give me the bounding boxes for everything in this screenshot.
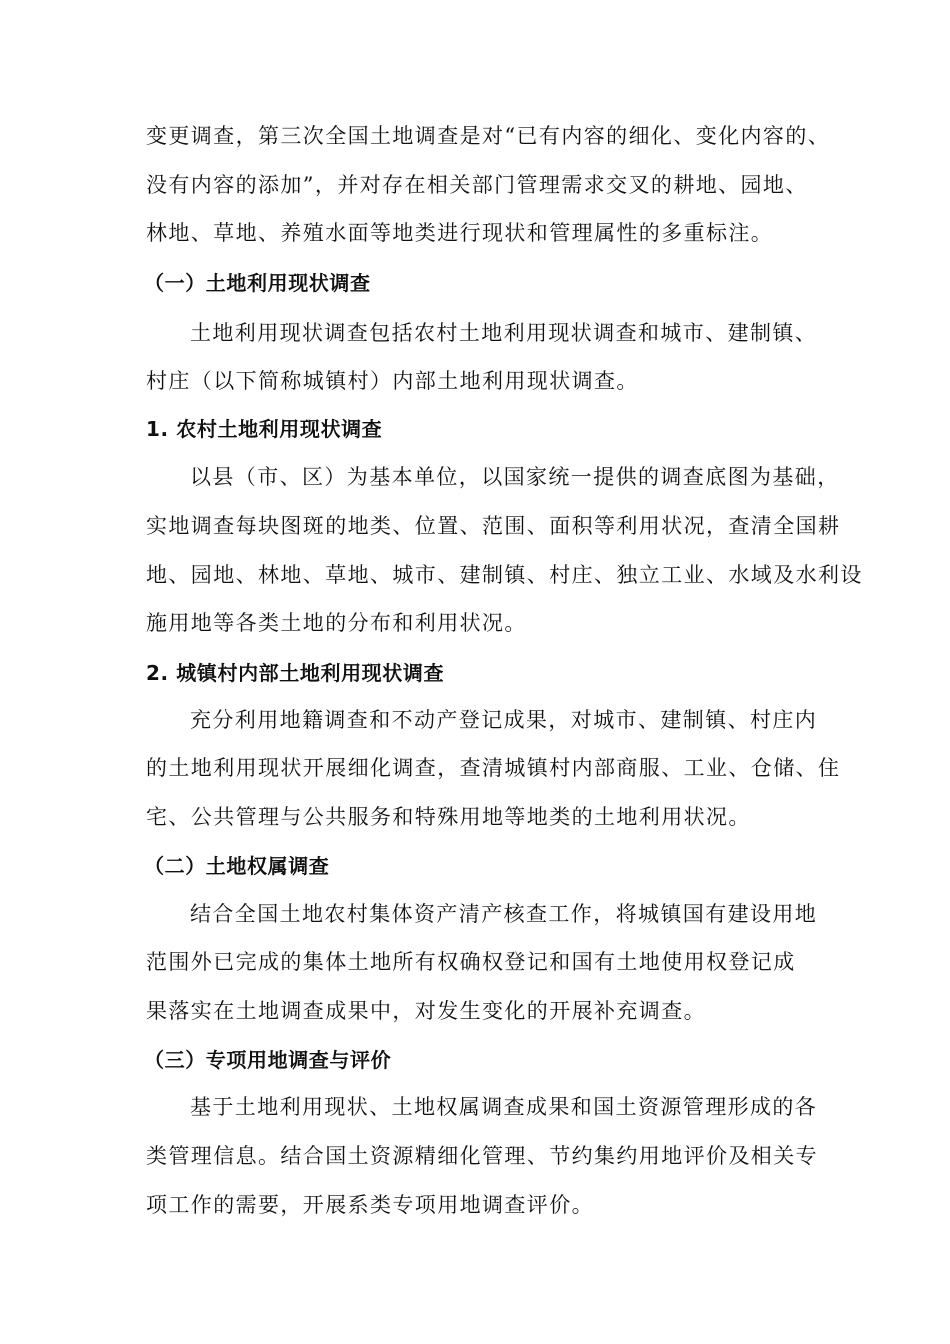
section-2-paragraph-line-2: 范围外已完成的集体土地所有权确权登记和国有土地使用权登记成 [146,950,796,974]
subsection-1-paragraph-line-3: 地、园地、林地、草地、城市、建制镇、村庄、独立工业、水域及水利设 [146,563,863,587]
section-3-paragraph-line-1: 基于土地利用现状、土地权属调查成果和国土资源管理形成的各 [190,1095,818,1119]
subsection-1-paragraph-line-4: 施用地等各类土地的分布和利用状况。 [146,611,527,635]
section-3-paragraph-line-3: 项工作的需要，开展系类专项用地调查评价。 [146,1193,594,1217]
section-3-paragraph-line-2: 类管理信息。结合国土资源精细化管理、节约集约用地评价及相关专 [146,1144,818,1168]
section-2-heading: （二）土地权属调查 [144,854,330,878]
section-1-paragraph-line-2: 村庄（以下简称城镇村）内部土地利用现状调查。 [146,369,639,393]
subsection-1-heading: 1. 农村土地利用现状调查 [146,417,383,441]
subsection-1-paragraph-line-2: 实地调查每块图斑的地类、位置、范围、面积等利用状况，查清全国耕 [146,514,841,538]
intro-line-2: 没有内容的添加”，并对存在相关部门管理需求交叉的耕地、园地、 [146,173,808,197]
intro-line-1: 变更调查，第三次全国土地调查是对“已有内容的细化、变化内容的、 [146,124,831,148]
subsection-2-heading: 2. 城镇村内部土地利用现状调查 [146,661,445,685]
section-1-paragraph-line-1: 土地利用现状调查包括农村土地利用现状调查和城市、建制镇、 [190,321,818,345]
section-1-heading: （一）土地利用现状调查 [144,271,371,295]
subsection-2-paragraph-line-3: 宅、公共管理与公共服务和特殊用地等地类的土地利用状况。 [146,805,751,829]
section-2-paragraph-line-3: 果落实在土地调查成果中，对发生变化的开展补充调查。 [146,999,706,1023]
subsection-1-paragraph-line-1: 以县（市、区）为基本单位，以国家统一提供的调查底图为基础， [190,465,840,489]
subsection-2-paragraph-line-2: 的土地利用现状开展细化调查，查清城镇村内部商服、工业、仓储、住 [146,756,841,780]
section-3-heading: （三）专项用地调查与评价 [144,1048,392,1072]
intro-line-3: 林地、草地、养殖水面等地类进行现状和管理属性的多重标注。 [146,221,774,245]
section-2-paragraph-line-1: 结合全国土地农村集体资产清产核查工作，将城镇国有建设用地 [190,902,818,926]
subsection-2-paragraph-line-1: 充分利用地籍调查和不动产登记成果，对城市、建制镇、村庄内 [190,708,818,732]
